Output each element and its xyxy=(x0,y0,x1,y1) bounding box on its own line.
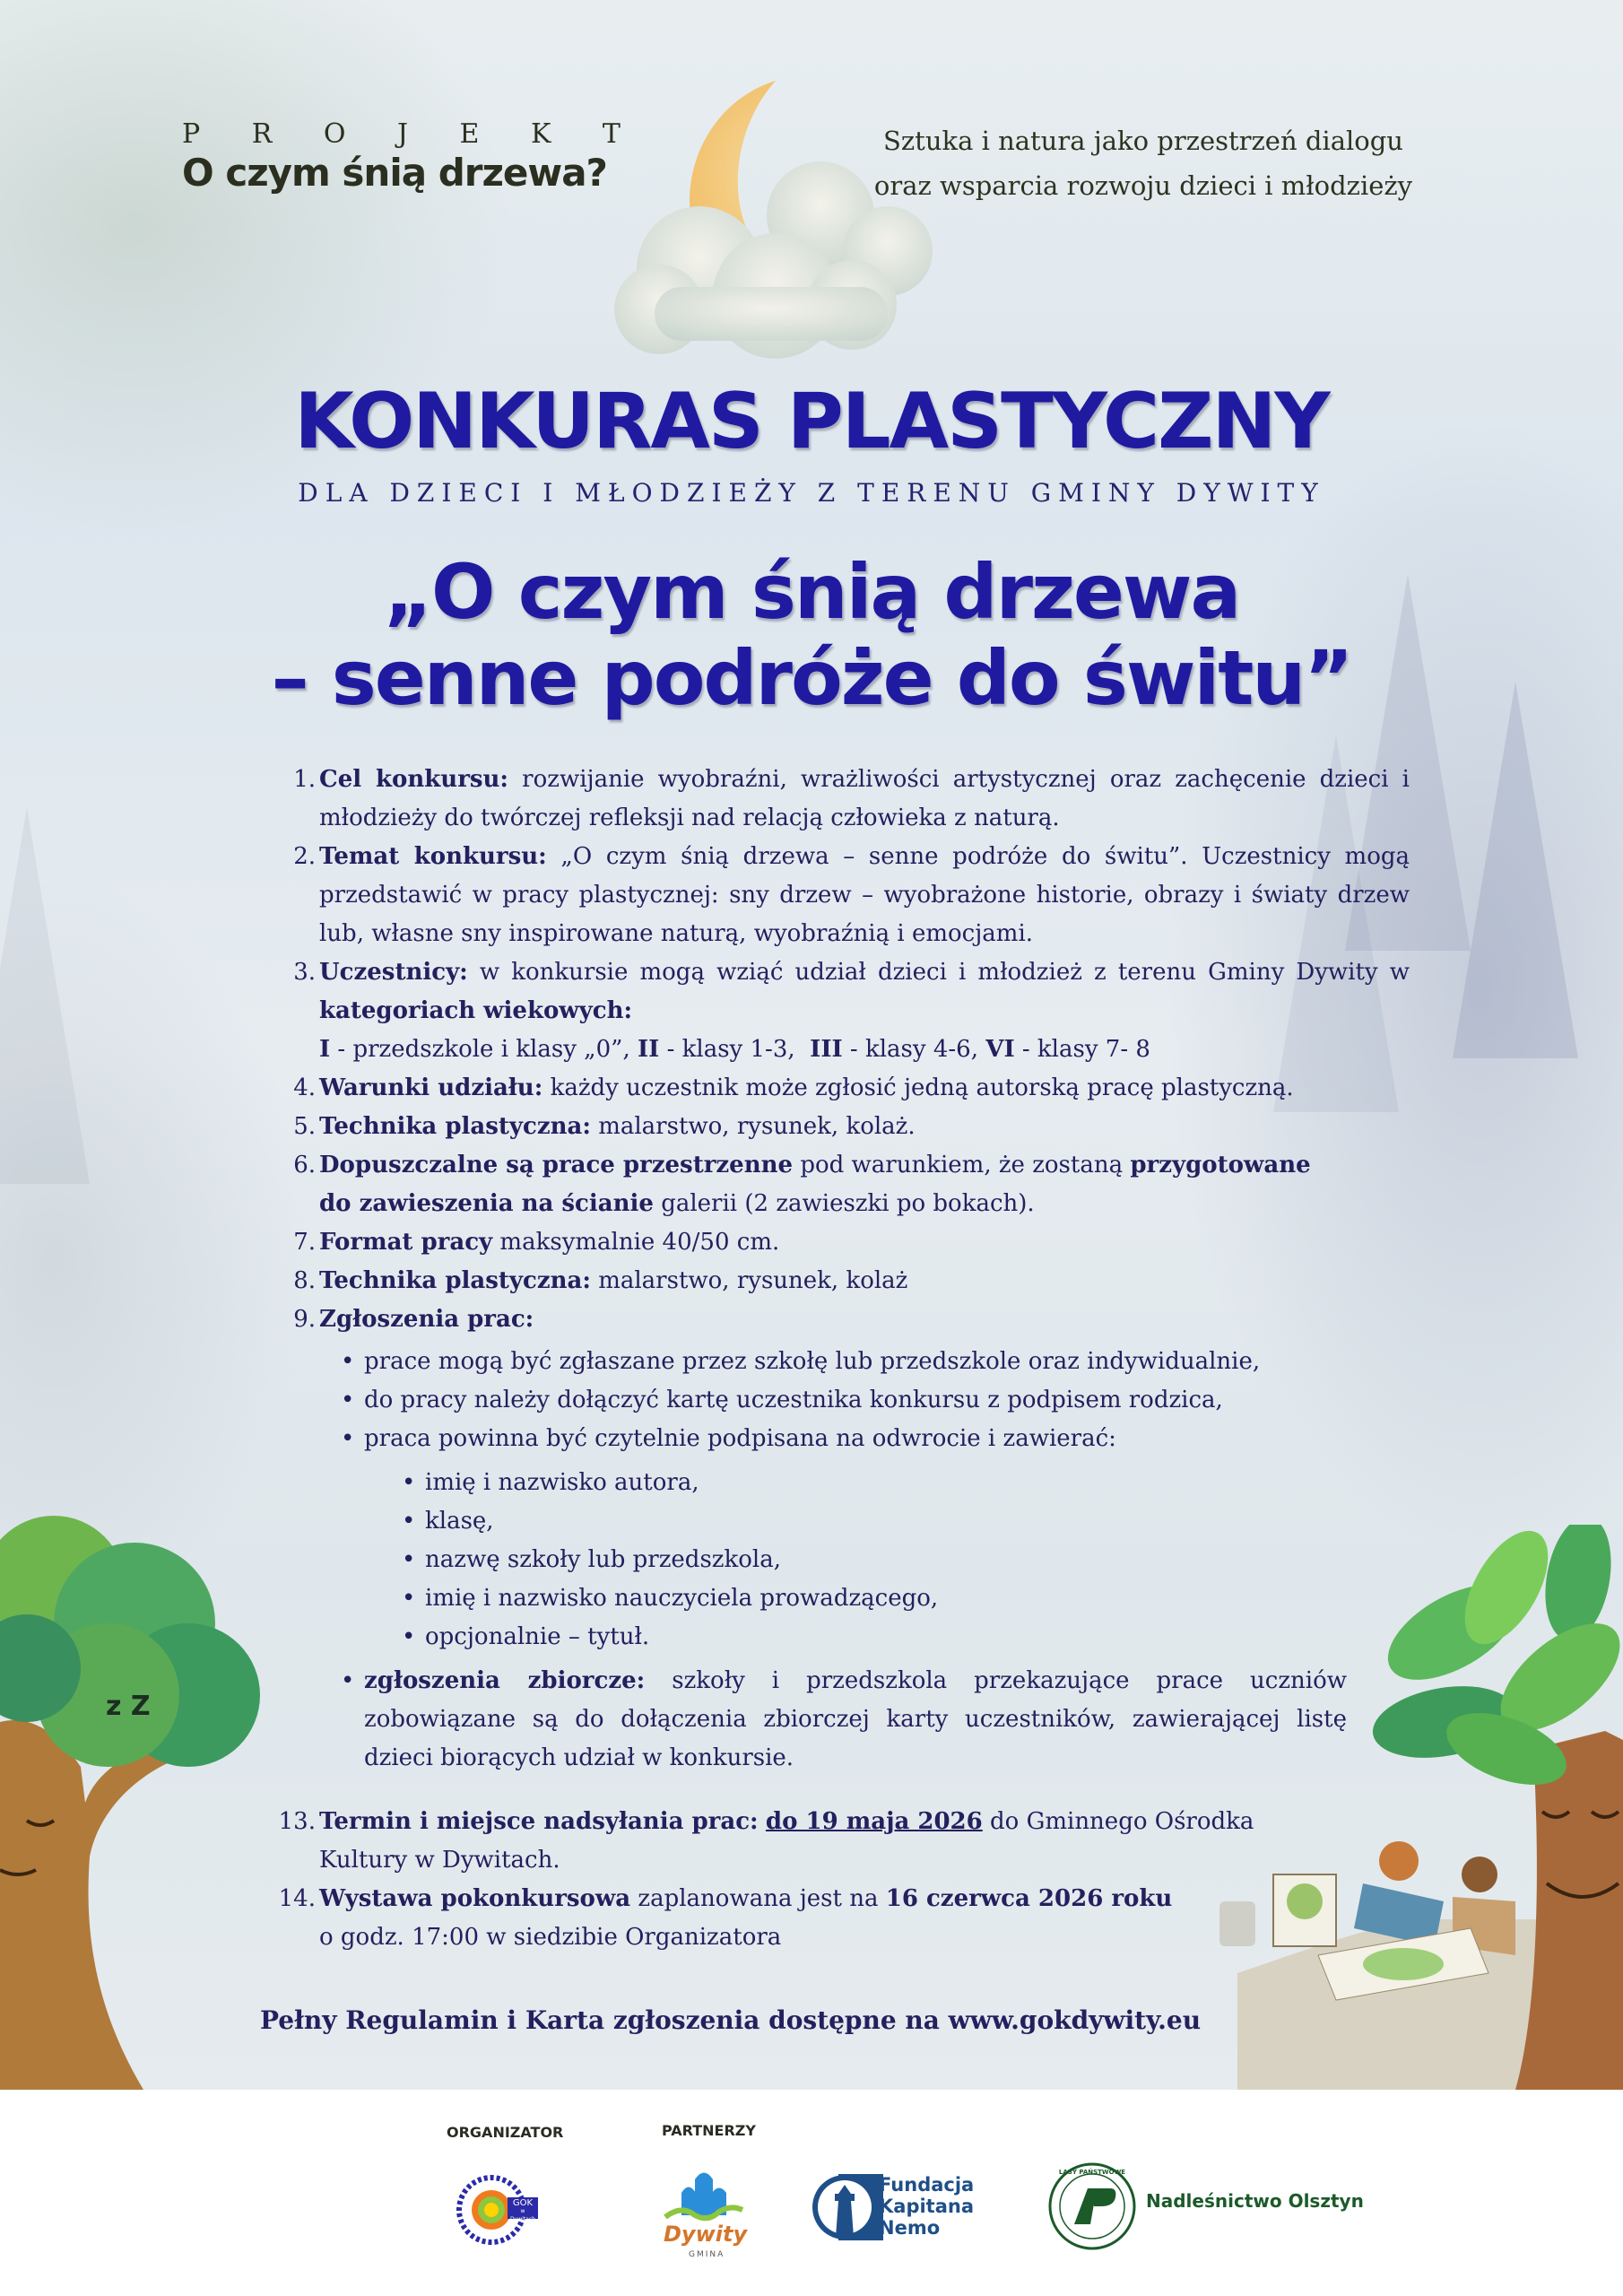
rule-6 xyxy=(289,1146,1410,1223)
list-item: • do pracy należy dołączyć kartę uczestnika konkursu z podpisem rodzica, xyxy=(334,1381,1410,1420)
rule-heading: przygotowane xyxy=(1130,1152,1311,1178)
moon-cloud-illustration xyxy=(583,63,959,368)
theme-line: – senne podróże do świtu” xyxy=(271,634,1352,722)
rule-heading: 16 czerwca 2026 roku xyxy=(885,1885,1173,1912)
list-item: • nazwę szkoły lub przedszkola, xyxy=(395,1541,1410,1579)
category-text: - klasy 7- 8 xyxy=(1014,1036,1150,1063)
rule-number: 8. xyxy=(293,1267,316,1294)
rule-heading: Technika plastyczna: xyxy=(319,1267,591,1294)
category-text: - klasy 1-3, xyxy=(659,1036,811,1063)
child-icon xyxy=(1379,1841,1419,1881)
category-label: I xyxy=(319,1036,331,1063)
rule-heading: Temat konkursu: xyxy=(319,843,547,870)
tagline-line: Sztuka i natura jako przestrzeń dialogu xyxy=(883,126,1403,156)
regulamin-link-text[interactable]: Pełny Regulamin i Karta zgłoszenia dostępne na www.gokdywity.eu xyxy=(260,2005,1202,2035)
rule-number: 5. xyxy=(293,1113,316,1140)
rule-heading: Termin i miejsce nadsyłania prac: xyxy=(319,1808,759,1835)
rule-heading: Technika plastyczna: xyxy=(319,1113,591,1140)
rule-text: „O czym śnią drzewa – senne podróże do świtu”. Uczestnicy mogą przedstawić w pracy plastycznej: sny drzew – wyobrażone historie, obrazy i światy drzew lub, własne sny inspirowane naturą, wyobraźnią i emocjami. xyxy=(319,843,1410,947)
seal-text: LASY PAŃSTWOWE xyxy=(1058,2169,1126,2176)
rule-7 xyxy=(289,1223,1410,1262)
nadlesnictwo-name: Nadleśnictwo Olsztyn xyxy=(1146,2190,1364,2212)
project-label: P R O J E K T xyxy=(182,118,642,150)
dywity-logo-subtext: GMINA xyxy=(689,2250,725,2259)
rule-number: 13. xyxy=(278,1808,316,1835)
rule-number: 7. xyxy=(293,1229,316,1256)
fkn-logo-text xyxy=(879,2174,974,2239)
rule-3 xyxy=(289,953,1410,1069)
gok-logo-text xyxy=(508,2197,538,2222)
list-item-text: szkoły i przedszkola przekazujące prace uczniów zobowiązane są do dołączenia zbiorczej karty uczestników, zawierającej listę dzieci biorących udział w konkursie. xyxy=(364,1667,1348,1771)
rule-number: 6. xyxy=(293,1152,316,1178)
rule-heading: Uczestnicy: xyxy=(319,959,468,986)
lasy-panstwowe-seal[interactable] xyxy=(1047,2161,1137,2251)
rule-13 xyxy=(276,1803,1289,1880)
category-text: - przedszkole i klasy „0”, xyxy=(330,1036,638,1063)
list-item: • imię i nazwisko autora, xyxy=(395,1464,1410,1502)
dywity-logo-text: Dywity xyxy=(664,2222,748,2247)
tagline-line: oraz wsparcia rozwoju dzieci i młodzieży xyxy=(873,170,1413,201)
rule-5 xyxy=(289,1108,1410,1146)
rule-number: 14. xyxy=(278,1885,316,1912)
rule-heading: Wystawa pokonkursowa xyxy=(319,1885,631,1912)
rule-text: rozwijanie wyobraźni, wrażliwości artystycznej oraz zachęcenie dzieci i młodzieży do twórczej refleksji nad relacją człowieka z naturą. xyxy=(319,766,1410,831)
list-item: • praca powinna być czytelnie podpisana na odwrocie i zawierać: xyxy=(334,1420,1410,1458)
fkn-line: Kapitana xyxy=(879,2196,975,2217)
brush-jar-icon xyxy=(1219,1901,1255,1946)
pine-tree-illustration xyxy=(1453,682,1578,1058)
category-text: - klasy 4-6, xyxy=(842,1036,986,1063)
rule-14 xyxy=(276,1880,1289,1957)
rule-number: 4. xyxy=(293,1074,316,1101)
rule-heading: Cel konkursu: xyxy=(319,766,509,793)
organizer-label: ORGANIZATOR xyxy=(447,2124,564,2141)
gok-line: w Dywitach xyxy=(510,2208,535,2222)
rule-text: każdy uczestnik może zgłosić jedną autorską pracę plastyczną. xyxy=(542,1074,1294,1101)
theme-line: „O czym śnią drzewa xyxy=(383,548,1240,636)
rule-text: w konkursie mogą wziąć udział dzieci i młodzież z terenu Gminy Dywity xyxy=(467,959,1378,986)
partners-label: PARTNERZY xyxy=(662,2122,756,2139)
list-item: • opcjonalnie – tytuł. xyxy=(395,1618,1410,1657)
rule-text: galerii (2 zawieszki po bokach). xyxy=(653,1190,1035,1217)
cloud-icon xyxy=(614,161,933,359)
rule-text: malarstwo, rysunek, kolaż. xyxy=(590,1113,916,1140)
category-label: III xyxy=(810,1036,843,1063)
rule-1 xyxy=(289,761,1410,838)
rule-heading: Dopuszczalne są prace przestrzenne xyxy=(319,1152,794,1178)
rule-number: 1. xyxy=(293,766,316,793)
contest-theme-title xyxy=(0,549,1623,721)
rule-number: 3. xyxy=(293,959,316,986)
list-item: • imię i nazwisko nauczyciela prowadzącego, xyxy=(395,1579,1410,1618)
rule-text: o godz. 17:00 w siedzibie Organizatora xyxy=(319,1924,782,1951)
rule-4 xyxy=(289,1069,1410,1108)
rule-number: 2. xyxy=(293,843,316,870)
submission-bullets xyxy=(334,1343,1410,1458)
category-label: VI xyxy=(985,1036,1015,1063)
rule-9 xyxy=(289,1300,1410,1339)
list-item: • klasę, xyxy=(395,1502,1410,1541)
rule-text: pod warunkiem, że zostaną xyxy=(793,1152,1131,1178)
rule-heading: do zawieszenia na ścianie xyxy=(319,1190,654,1217)
pine-tree-illustration xyxy=(0,807,90,1184)
child-icon xyxy=(1462,1857,1497,1892)
rule-2 xyxy=(289,838,1410,953)
deadline-date: do 19 maja 2026 xyxy=(765,1808,983,1835)
lighthouse-logo[interactable] xyxy=(812,2174,883,2240)
fkn-line: Fundacja xyxy=(879,2174,975,2196)
rule-text: w xyxy=(1377,959,1410,986)
rule-heading: Warunki udziału: xyxy=(319,1074,543,1101)
rule-8 xyxy=(289,1262,1410,1300)
project-title: O czym śnią drzewa? xyxy=(182,151,607,195)
rule-text: do Gminnego Ośrodka Kultury w Dywitach. xyxy=(319,1808,1254,1874)
gok-line: GOK xyxy=(512,2198,534,2208)
category-label: II xyxy=(637,1036,660,1063)
fkn-line: Nemo xyxy=(879,2217,941,2239)
rule-text: maksymalnie 40/50 cm. xyxy=(492,1229,780,1256)
zz-sleep-icon: z Z xyxy=(106,1691,151,1722)
rule-heading: kategoriach wiekowych: xyxy=(319,997,633,1024)
subtitle: DLA DZIECI I MŁODZIEŻY Z TERENU GMINY DYWITY xyxy=(298,478,1325,508)
age-categories xyxy=(319,1031,1410,1069)
sleeping-tree-illustration xyxy=(0,1516,269,2090)
rule-text: zaplanowana jest na xyxy=(630,1885,886,1912)
rule-heading: Zgłoszenia prac: xyxy=(319,1306,534,1333)
smiling-tree-illustration xyxy=(1184,1525,1623,2090)
dywity-gmina-logo[interactable] xyxy=(664,2170,744,2226)
main-title: KONKURAS PLASTYCZNY xyxy=(294,377,1329,466)
list-item-heading: zgłoszenia zbiorcze: xyxy=(364,1667,646,1694)
rule-text: malarstwo, rysunek, kolaż xyxy=(590,1267,908,1294)
rule-heading: Format pracy xyxy=(319,1229,493,1256)
rule-number: 9. xyxy=(293,1306,316,1333)
list-item: • prace mogą być zgłaszane przez szkołę lub przedszkole oraz indywidualnie, xyxy=(334,1343,1410,1381)
